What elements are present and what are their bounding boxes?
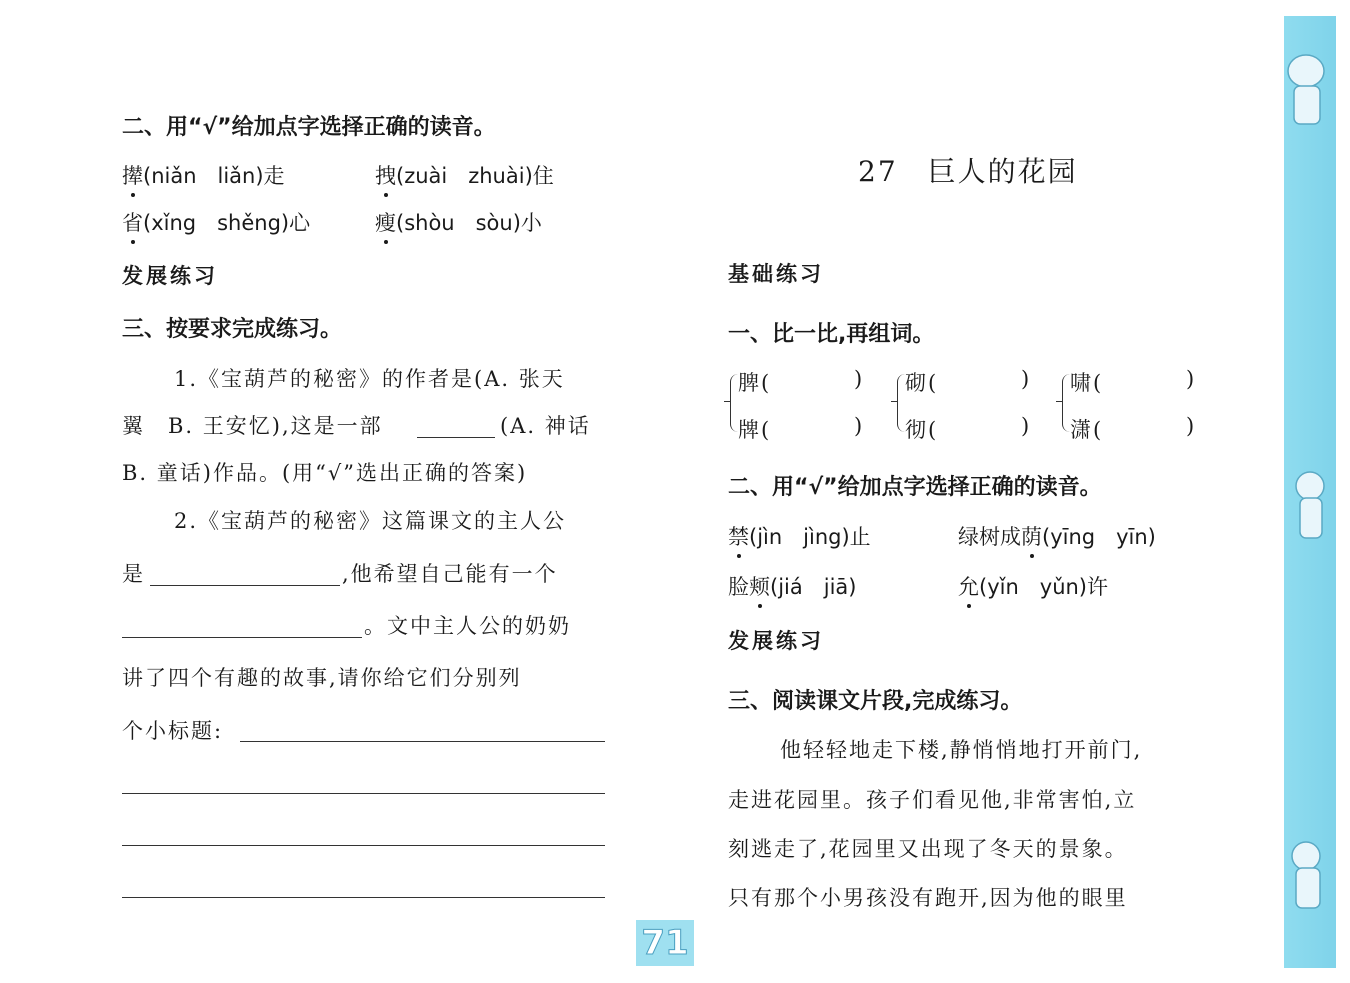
q1-group2-top: 砌( — [905, 371, 939, 395]
left-q3-2-line2a: 是 — [122, 562, 145, 586]
answer-line[interactable] — [240, 741, 605, 742]
workbook-page — [16, 16, 1336, 968]
left-q3-1-line2b: (A. 神话 — [500, 414, 591, 438]
left-q2-item-3: 省(xǐng shěng)心 — [122, 207, 310, 237]
answer-blank[interactable] — [122, 637, 362, 638]
right-q2-item-1: 禁(jìn jìng)止 — [728, 521, 871, 551]
left-q3-heading: 三、按要求完成练习。 — [122, 317, 343, 342]
left-q3-1-line1: 1.《宝葫芦的秘密》的作者是(A. 张天 — [174, 367, 565, 391]
right-q2-heading: 二、用“√”给加点字选择正确的读音。 — [728, 475, 1102, 500]
q1-close: ) — [854, 367, 865, 391]
answer-blank[interactable] — [417, 437, 495, 438]
left-q2-item-2: 拽(zuài zhuài)住 — [375, 160, 554, 190]
q1-close: ) — [854, 414, 865, 438]
q1-close: ) — [1021, 414, 1032, 438]
right-q1-heading: 一、比一比,再组词。 — [728, 322, 935, 347]
passage-line: 走进花园里。孩子们看见他,非常害怕,立 — [728, 788, 1137, 812]
q1-group1-bottom: 牌( — [738, 418, 772, 442]
answer-blank[interactable] — [150, 585, 340, 586]
right-q2-item-3: 脸颊(jiá jiā) — [728, 571, 856, 601]
q1-group3-top: 啸( — [1070, 371, 1104, 395]
right-dev-heading: 发展练习 — [728, 629, 824, 653]
left-q3-2-line5: 个小标题: — [122, 719, 224, 743]
q1-group1-top: 脾( — [738, 371, 772, 395]
passage-line: 只有那个小男孩没有跑开,因为他的眼里 — [728, 886, 1128, 910]
q1-group3-bottom: 潇( — [1070, 418, 1104, 442]
left-q3-1-line2a: 翼 B. 王安忆),这是一部 — [122, 414, 383, 438]
left-q2-item-4: 瘦(shòu sòu)小 — [375, 207, 542, 237]
right-basic-heading: 基础练习 — [728, 262, 824, 286]
left-q3-2-line1: 2.《宝葫芦的秘密》这篇课文的主人公 — [174, 509, 567, 533]
answer-line[interactable] — [122, 845, 605, 846]
cartoon-characters-icon — [1284, 16, 1336, 968]
q1-close: ) — [1186, 414, 1197, 438]
answer-line[interactable] — [122, 793, 605, 794]
left-q3-2-line2b: ,他希望自己能有一个 — [342, 562, 558, 586]
left-dev-heading: 发展练习 — [122, 264, 218, 288]
left-q3-1-line3: B. 童话)作品。(用“√”选出正确的答案) — [122, 461, 528, 485]
q1-group2-bottom: 彻( — [905, 418, 939, 442]
q1-close: ) — [1186, 367, 1197, 391]
right-q2-item-4: 允(yǐn yǔn)许 — [958, 571, 1108, 601]
q1-close: ) — [1021, 367, 1032, 391]
passage-line: 他轻轻地走下楼,静悄悄地打开前门, — [780, 738, 1143, 762]
left-q2-item-1: 撵(niǎn liǎn)走 — [122, 160, 285, 190]
right-q2-item-2: 绿树成荫(yīng yīn) — [958, 521, 1156, 551]
page-number: 71 — [636, 920, 694, 966]
right-q3-heading: 三、阅读课文片段,完成练习。 — [728, 689, 1023, 714]
passage-line: 刻逃走了,花园里又出现了冬天的景象。 — [728, 837, 1128, 861]
answer-line[interactable] — [122, 897, 605, 898]
left-q2-heading: 二、用“√”给加点字选择正确的读音。 — [122, 115, 496, 140]
side-decoration-stripe — [1284, 16, 1336, 968]
left-q3-2-line4: 讲了四个有趣的故事,请你给它们分别列 — [122, 666, 522, 690]
lesson-title: 27 巨人的花园 — [858, 155, 1078, 188]
left-q3-2-line3: 。文中主人公的奶奶 — [364, 614, 571, 638]
